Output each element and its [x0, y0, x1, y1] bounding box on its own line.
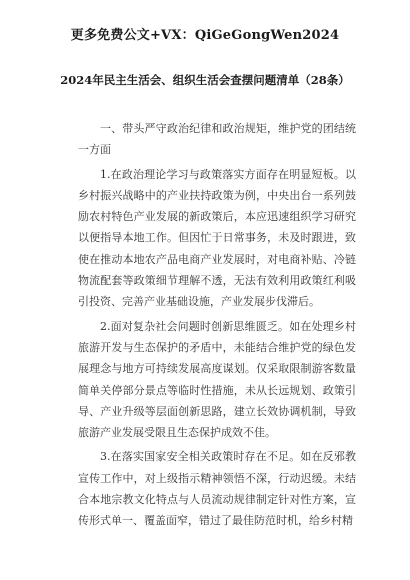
document-body	[78, 118, 356, 532]
paragraph-2: 2.面对复杂社会问题时创新思维匮乏。如在处理乡村旅游开发与生态保护的矛盾中，未能结合维护党的绿色发展理念与地方可持续发展高度谋划。仅采取限制游客数量简单关停部分景点等临时性措施，未从长远规划、政策引导、产业升级等层面创新思路，建立长效协调机制，导致旅游产业发展受限且生态保护成效不佳。	[78, 319, 356, 440]
document-title: 2024年民主生活会、组织生活会查摆问题清单（28条）	[60, 73, 350, 87]
paragraph-1: 1.在政治理论学习与政策落实方面存在明显短板。以乡村振兴战略中的产业扶持政策为例，中央出台一系列鼓励农村特色产业发展的新政策后，本应迅速组织学习研究以便指导本地工作。但因忙于日常事务，未及时跟进，致使在推动本地农产品电商产业发展时，对电商补贴、冷链物流配套等政策细节理解不透，无法有效利用政策红利吸引投资、完善产业基础设施，产业发展步伐滞后。	[78, 167, 356, 309]
section-heading: 一、带头严守政治纪律和政治规矩，维护党的团结统一方面	[78, 122, 356, 157]
watermark-text: 更多免费公文+VX：QiGeGongWen2024	[70, 28, 340, 43]
paragraph-3: 3.在落实国家安全相关政策时存在不足。如在反邪教宣传工作中，对上级指示精神领悟不深，行动迟缓。未结合本地宗教文化特点与人员流动规律制定针对性方案，宣传形式单一、覆盖面窄，错过了最佳防范时机，给乡村精	[78, 450, 356, 528]
